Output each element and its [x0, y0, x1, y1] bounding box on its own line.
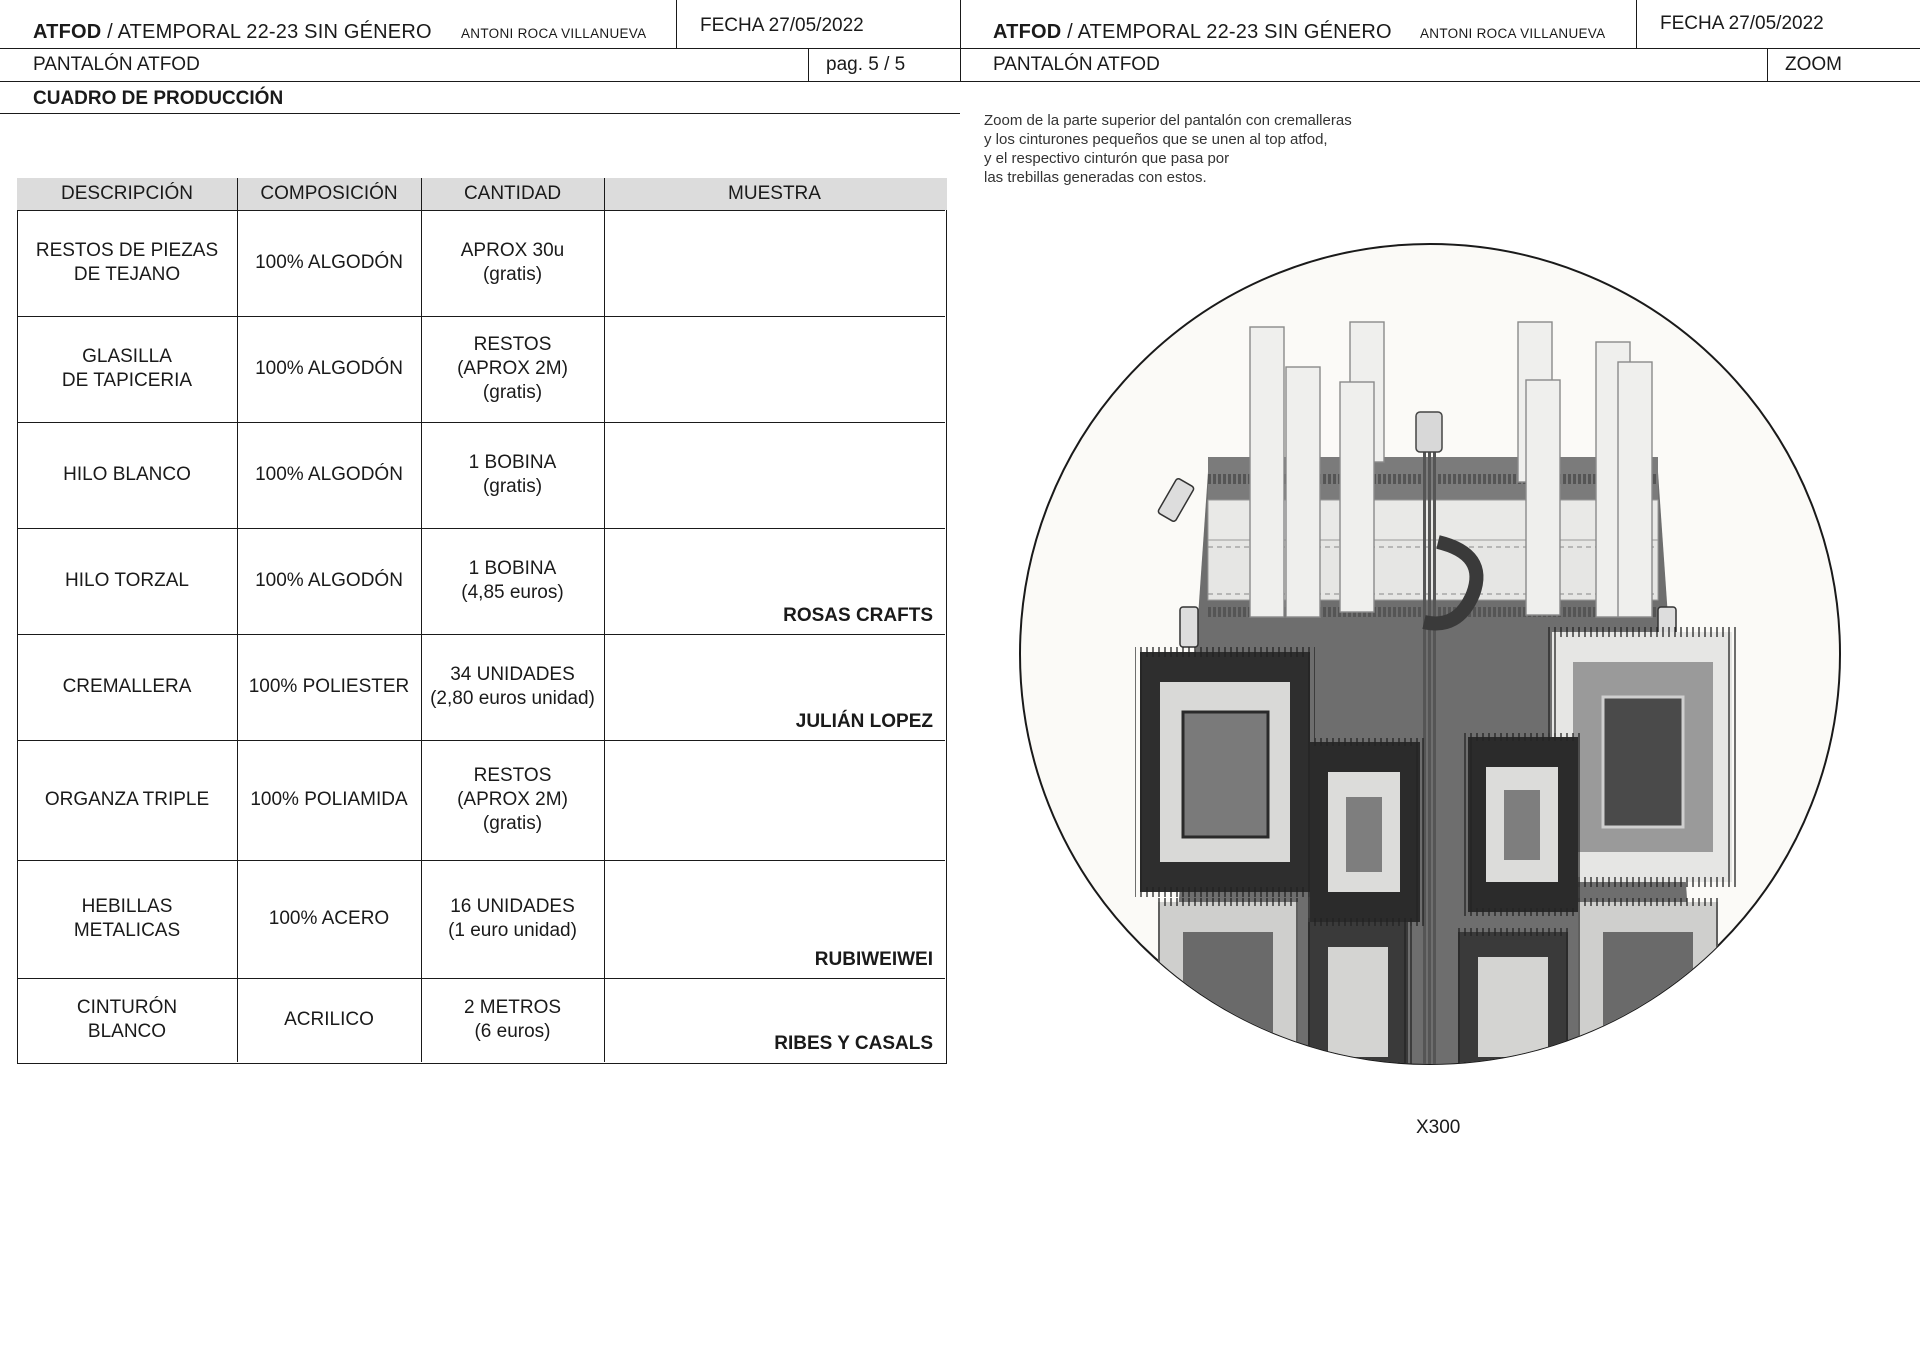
page-number: pag. 5 / 5 — [826, 54, 906, 75]
sample-cell: ROSAS CRAFTS — [783, 605, 933, 626]
product-name: PANTALÓN ATFOD — [33, 54, 200, 75]
description-cell: HEBILLAS METALICAS — [73, 896, 181, 941]
date-label: FECHA 27/05/2022 — [1660, 13, 1824, 34]
table-row-divider — [17, 422, 945, 423]
view-label: ZOOM — [1785, 54, 1842, 75]
column-header: CANTIDAD — [463, 183, 562, 204]
composition-cell: 100% POLIESTER — [248, 676, 410, 697]
section-rule — [0, 113, 960, 114]
table-row — [17, 210, 947, 316]
page-divider — [808, 48, 809, 81]
sample-cell — [604, 740, 945, 860]
quantity-cell: 16 UNIDADES (1 euro unidad) — [448, 896, 577, 941]
quantity-cell: 34 UNIDADES (2,80 euros unidad) — [430, 664, 595, 709]
header-right-title — [993, 21, 1392, 44]
subheader-rule — [0, 81, 1920, 82]
sample-cell: JULIÁN LOPEZ — [795, 711, 933, 732]
sample-cell — [604, 210, 945, 316]
brand-name: ATFOD — [993, 21, 1062, 43]
author-name: ANTONI ROCA VILLANUEVA — [1420, 26, 1606, 41]
composition-cell: ACRILICO — [284, 1009, 374, 1030]
description-cell: CREMALLERA — [62, 676, 192, 697]
table-row — [17, 978, 947, 1062]
table-row-divider — [17, 316, 945, 317]
quantity-cell: 2 METROS (6 euros) — [463, 997, 562, 1042]
quantity-cell: APROX 30u (gratis) — [460, 240, 565, 285]
header-divider — [1636, 0, 1637, 48]
sample-cell: RIBES Y CASALS — [774, 1033, 933, 1054]
table-row — [17, 422, 947, 528]
quantity-cell: 1 BOBINA (gratis) — [468, 452, 557, 497]
composition-cell: 100% ALGODÓN — [255, 570, 403, 591]
table-row — [17, 634, 947, 740]
header-left-title — [33, 21, 432, 44]
sample-cell: RUBIWEIWEI — [814, 949, 933, 970]
table-row-divider — [17, 740, 945, 741]
brand-name: ATFOD — [33, 21, 102, 43]
date-label: FECHA 27/05/2022 — [700, 15, 864, 36]
composition-cell: 100% ALGODÓN — [255, 464, 403, 485]
description-cell: RESTOS DE PIEZAS DE TEJANO — [35, 240, 219, 285]
composition-cell: 100% POLIAMIDA — [250, 789, 408, 810]
composition-cell: 100% ACERO — [268, 908, 390, 929]
table-row-divider — [17, 860, 945, 861]
zoom-note: Zoom de la parte superior del pantalón con cremalleras y los cinturones pequeños que se unen al top atfod, y el respectivo cinturón que pasa por las trebillas generadas con estos. — [984, 112, 1352, 186]
composition-cell: 100% ALGODÓN — [255, 358, 403, 379]
quantity-cell: 1 BOBINA (4,85 euros) — [461, 558, 564, 603]
pants-zoom-illustration-icon — [1018, 242, 1842, 1066]
page-split-divider — [960, 0, 961, 81]
table-header-row — [17, 178, 947, 210]
production-table — [17, 178, 947, 1064]
column-header: MUESTRA — [728, 183, 821, 204]
quantity-cell: RESTOS (APROX 2M) (gratis) — [457, 334, 568, 403]
section-title: CUADRO DE PRODUCCIÓN — [33, 88, 284, 109]
header-divider — [676, 0, 677, 48]
table-row — [17, 528, 947, 634]
description-cell: CINTURÓN BLANCO — [76, 997, 178, 1042]
product-name: PANTALÓN ATFOD — [993, 54, 1160, 75]
table-column-divider — [237, 178, 238, 1062]
sample-cell — [604, 316, 945, 422]
zoom-divider — [1767, 48, 1768, 81]
table-row-divider — [17, 978, 945, 979]
table-row-divider — [17, 634, 945, 635]
table-row-divider — [17, 528, 945, 529]
collection-name: / ATEMPORAL 22-23 SIN GÉNERO — [1061, 21, 1392, 43]
author-name: ANTONI ROCA VILLANUEVA — [461, 26, 647, 41]
table-row — [17, 740, 947, 860]
column-header: DESCRIPCIÓN — [61, 183, 193, 204]
table-column-divider — [604, 178, 605, 1062]
description-cell: HILO TORZAL — [65, 570, 189, 591]
table-row — [17, 860, 947, 978]
quantity-cell: RESTOS (APROX 2M) (gratis) — [457, 765, 568, 834]
table-row-divider — [17, 210, 945, 211]
scale-label: X300 — [1416, 1117, 1461, 1138]
composition-cell: 100% ALGODÓN — [255, 252, 403, 273]
description-cell: ORGANZA TRIPLE — [44, 789, 210, 810]
description-cell: HILO BLANCO — [63, 464, 191, 485]
collection-name: / ATEMPORAL 22-23 SIN GÉNERO — [101, 21, 432, 43]
table-row — [17, 316, 947, 422]
sample-cell — [604, 422, 945, 528]
description-cell: GLASILLA DE TAPICERIA — [61, 346, 193, 391]
column-header: COMPOSICIÓN — [260, 183, 398, 204]
table-column-divider — [421, 178, 422, 1062]
